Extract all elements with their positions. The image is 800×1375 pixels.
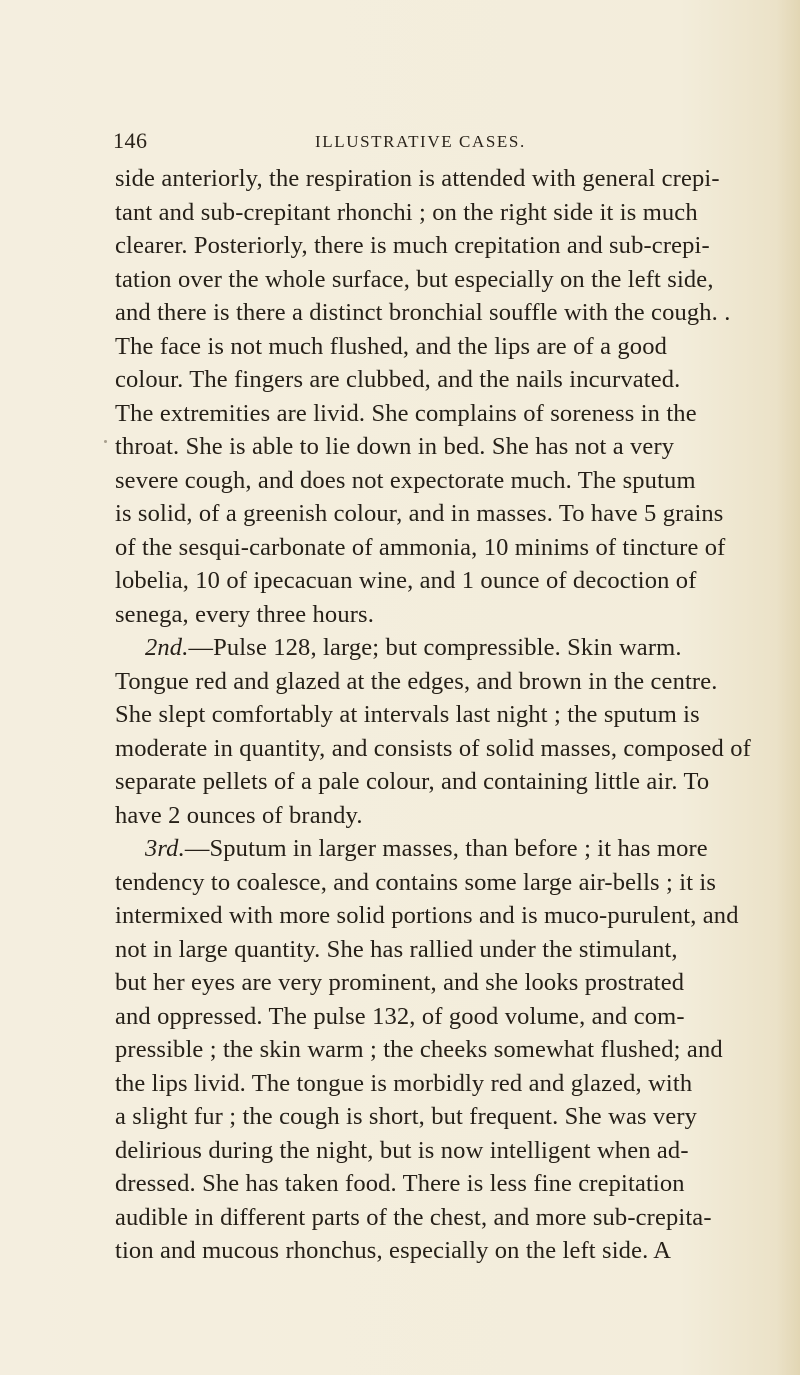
text-line: Tongue red and glazed at the edges, and brown in the centre. — [115, 667, 718, 695]
text-line: colour. The fingers are clubbed, and the nails incurvated. — [115, 366, 681, 393]
text-line: tation over the whole surface, but especially on the left side, — [115, 265, 714, 293]
text-line: dressed. She has taken food. There is less fine crepitation — [115, 1170, 685, 1197]
text-line: She slept comfortably at intervals last night ; the sputum is — [115, 701, 700, 728]
text-line: lobelia, 10 of ipecacuan wine, and 1 ounce of decoction of — [115, 567, 697, 594]
text-line: moderate in quantity, and consists of solid masses, composed of — [115, 734, 751, 762]
body-text — [115, 162, 795, 1268]
running-head: ILLUSTRATIVE CASES. — [315, 132, 526, 151]
text-line: senega, every three hours. — [115, 600, 374, 628]
text-line: and there is there a distinct bronchial souffle with the cough. . — [115, 299, 731, 326]
text-line: have 2 ounces of brandy. — [115, 801, 363, 829]
text-line: is solid, of a greenish colour, and in masses. To have 5 grains — [115, 500, 724, 527]
text-line: side anteriorly, the respiration is attended with general crepi- — [115, 165, 720, 192]
entry-text: —Pulse 128, large; but compressible. Skin warm. — [188, 634, 682, 661]
text-line: delirious during the night, but is now intelligent when ad- — [115, 1136, 689, 1164]
text-line: throat. She is able to lie down in bed. She has not a very — [115, 433, 675, 460]
page-number: 146 — [113, 128, 148, 153]
text-line: tion and mucous rhonchus, especially on the left side. A — [115, 1237, 672, 1264]
entry-date: 2nd. — [145, 634, 189, 661]
text-line: and oppressed. The pulse 132, of good volume, and com- — [115, 1002, 685, 1030]
text-line: tendency to coalesce, and contains some large air-bells ; it is — [115, 868, 717, 896]
text-line: intermixed with more solid portions and is muco-purulent, and — [115, 902, 739, 929]
text-line: but her eyes are very prominent, and she looks prostrated — [115, 969, 685, 996]
entry-text: —Sputum in larger masses, than before ; it has more — [184, 835, 708, 862]
paper-speck — [104, 440, 107, 443]
entry-date: 3rd. — [145, 835, 185, 862]
text-line: pressible ; the skin warm ; the cheeks somewhat flushed; and — [115, 1036, 723, 1063]
text-line: the lips livid. The tongue is morbidly red and glazed, with — [115, 1069, 693, 1097]
text-line: clearer. Posteriorly, there is much crepitation and sub-crepi- — [115, 232, 710, 259]
text-line — [115, 832, 795, 866]
text-line: not in large quantity. She has rallied under the stimulant, — [115, 935, 678, 963]
text-line: audible in different parts of the chest, and more sub-crepita- — [115, 1203, 712, 1231]
text-line: a slight fur ; the cough is short, but frequent. She was very — [115, 1103, 698, 1130]
text-line: severe cough, and does not expectorate much. The sputum — [115, 466, 696, 494]
text-line: separate pellets of a pale colour, and containing little air. To — [115, 768, 710, 795]
text-line: The face is not much flushed, and the lips are of a good — [115, 332, 667, 360]
text-line: of the sesqui-carbonate of ammonia, 10 minims of tincture of — [115, 533, 726, 561]
text-line: tant and sub-crepitant rhonchi ; on the right side it is much — [115, 198, 698, 226]
page-header — [113, 128, 773, 156]
text-line — [115, 631, 795, 665]
text-line: The extremities are livid. She complains of soreness in the — [115, 399, 697, 427]
